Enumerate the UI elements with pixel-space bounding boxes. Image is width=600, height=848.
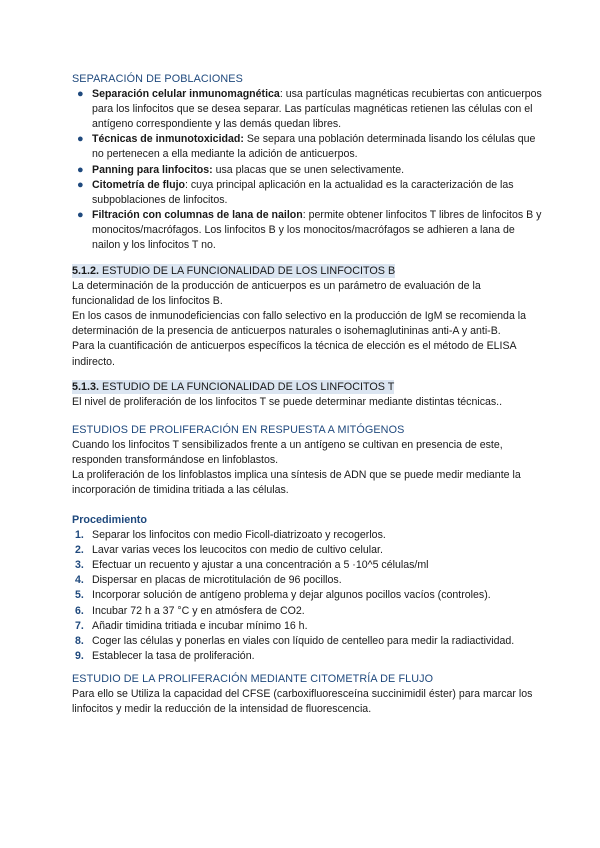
- section-heading: [72, 380, 542, 395]
- bullet-text: usa placas que se unen selectivamente.: [212, 163, 405, 176]
- step-number: 8.: [75, 634, 84, 647]
- step-number: 3.: [75, 559, 84, 572]
- list-item: [72, 634, 542, 649]
- section-separacion: [72, 72, 542, 253]
- step-number: 6.: [75, 604, 84, 617]
- list-item: [72, 558, 542, 573]
- section-number: 5.1.3.: [72, 381, 100, 393]
- section-number: 5.1.2.: [72, 265, 100, 277]
- section-heading: [72, 264, 542, 279]
- step-text: Incorporar solución de antígeno problema y dejar algunos pocillos vacíos (controles).: [92, 589, 491, 602]
- list-item: [72, 163, 542, 178]
- bullet-icon: ●: [77, 133, 84, 146]
- step-number: 2.: [75, 544, 84, 557]
- list-item: [72, 87, 542, 132]
- section-title: SEPARACIÓN DE POBLACIONES: [72, 73, 243, 85]
- step-number: 1.: [75, 529, 84, 542]
- section-title: ESTUDIO DE LA FUNCIONALIDAD DE LOS LINFOCITOS B: [99, 265, 396, 277]
- bullet-icon: ●: [77, 208, 84, 221]
- bullet-icon: ●: [77, 163, 84, 176]
- step-text: Coger las células y ponerlas en viales con líquido de centelleo para medir la radiactividad.: [92, 634, 515, 647]
- section-512: [72, 264, 542, 370]
- step-number: 4.: [75, 574, 84, 587]
- step-text: Establecer la tasa de proliferación.: [92, 649, 255, 662]
- list-item: [72, 588, 542, 603]
- section-procedimiento: [72, 513, 542, 664]
- bullet-icon: ●: [77, 88, 84, 101]
- paragraph: Para la cuantificación de anticuerpos específicos la técnica de elección es el método de ELISA indirecto.: [72, 340, 517, 368]
- paragraph: El nivel de proliferación de los linfocitos T se puede determinar mediante distintas técnicas..: [72, 396, 503, 409]
- paragraph: Para ello se Utiliza la capacidad del CFSE (carboxifluoresceína succinimidil éster) para marcar los linfocitos y medir la reducción de la intensidad de fluorescencia.: [72, 688, 533, 716]
- section-citometria: [72, 672, 542, 717]
- step-number: 9.: [75, 649, 84, 662]
- list-item: [72, 573, 542, 588]
- step-text: Lavar varias veces los leucocitos con medio de cultivo celular.: [92, 544, 383, 557]
- section-title: Procedimiento: [72, 514, 147, 526]
- bullet-icon: ●: [77, 178, 84, 191]
- list-item: [72, 619, 542, 634]
- section-513: [72, 380, 542, 410]
- step-text: Separar los linfocitos con medio Ficoll-diatrizoato y recogerlos.: [92, 529, 386, 542]
- step-text: Añadir timidina tritiada e incubar mínimo 16 h.: [92, 619, 308, 632]
- paragraph: En los casos de inmunodeficiencias con fallo selectivo en la producción de IgM se recomienda la determinación de la presencia de anticuerpos naturales o isohemaglutininas anti-A y anti-B.: [72, 310, 527, 338]
- bullet-term: Separación celular inmunomagnética: [92, 88, 280, 101]
- list-item: [72, 543, 542, 558]
- section-mitogenos: [72, 423, 542, 498]
- bullet-list: [72, 87, 542, 253]
- paragraph: Cuando los linfocitos T sensibilizados frente a un antígeno se cultivan en presencia de este, responden transformándose en linfoblastos.: [72, 439, 503, 467]
- bullet-text: : cuya principal aplicación en la actualidad es la caracterización de las subpoblaciones de linfocitos.: [92, 178, 514, 206]
- list-item: [72, 132, 542, 162]
- bullet-text: : usa partículas magnéticas recubiertas con anticuerpos para los linfocitos que se desea separar. Las partículas magnéticas retienen las células con el antígeno correspondiente y las demás quedan libres.: [92, 88, 542, 131]
- bullet-text: : permite obtener linfocitos T libres de linfocitos B y monocitos/macrófagos. Los linfocitos B y los monocitos/macrófagos se adhieren a lana de nailon y los linfocitos T no.: [92, 208, 542, 252]
- list-item: [72, 208, 542, 253]
- bullet-term: Filtración con columnas de lana de nailon: [92, 208, 303, 221]
- step-number: 7.: [75, 619, 84, 632]
- section-title: ESTUDIO DE LA PROLIFERACIÓN MEDIANTE CITOMETRÍA DE FLUJO: [72, 673, 434, 685]
- list-item: [72, 604, 542, 619]
- bullet-term: Citometría de flujo: [92, 178, 185, 191]
- bullet-term: Técnicas de inmunotoxicidad:: [92, 133, 244, 146]
- paragraph: La proliferación de los linfoblastos implica una síntesis de ADN que se puede medir mediante la incorporación de timidina tritiada a las células.: [72, 469, 521, 497]
- list-item: [72, 528, 542, 543]
- list-item: [72, 178, 542, 208]
- step-number: 5.: [75, 589, 84, 602]
- step-text: Dispersar en placas de microtitulación de 96 pocillos.: [92, 574, 342, 587]
- bullet-text: Se separa una población determinada lisando los células que no pertenecen a ella mediante la adición de anticuerpos.: [92, 133, 536, 161]
- step-text: Efectuar un recuento y ajustar a una concentración a 5 ·10^5 células/ml: [92, 559, 429, 572]
- steps-list: [72, 528, 542, 664]
- bullet-term: Panning para linfocitos:: [92, 163, 213, 176]
- section-title: ESTUDIO DE LA FUNCIONALIDAD DE LOS LINFOCITOS T: [99, 381, 395, 393]
- paragraph: La determinación de la producción de anticuerpos es un parámetro de evaluación de la funcionalidad de los linfocitos B.: [72, 280, 481, 308]
- section-title: ESTUDIOS DE PROLIFERACIÓN EN RESPUESTA A MITÓGENOS: [72, 424, 405, 436]
- step-text: Incubar 72 h a 37 °C y en atmósfera de CO2.: [92, 604, 305, 617]
- list-item: [72, 649, 542, 664]
